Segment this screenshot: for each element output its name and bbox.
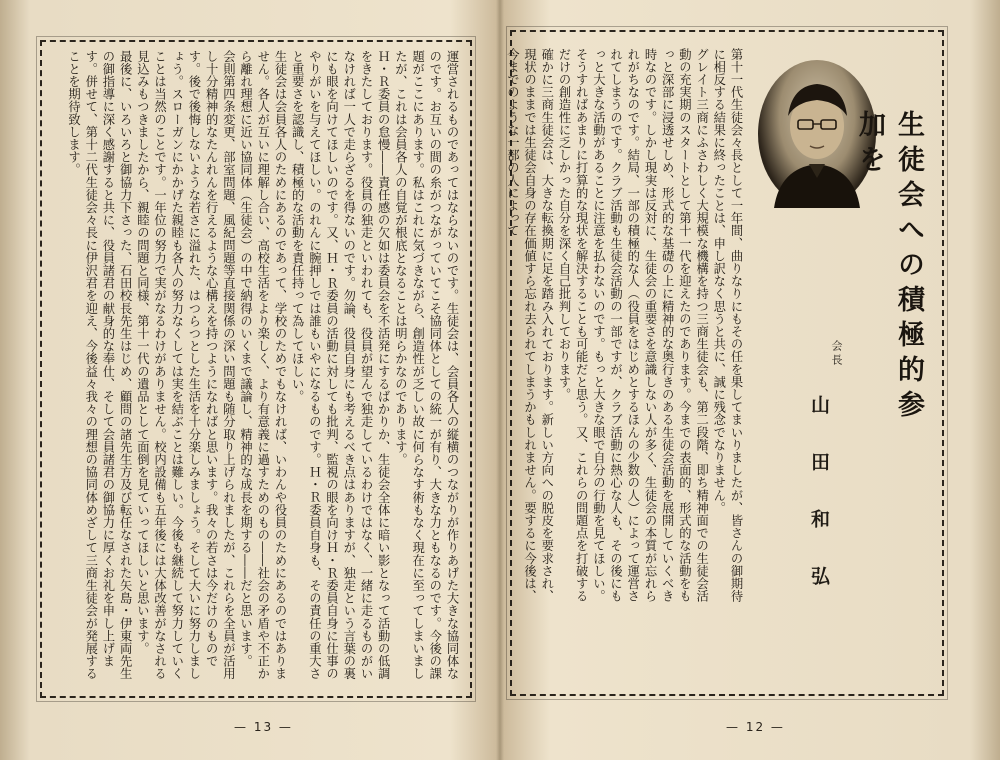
author-name: 山田和弘 bbox=[808, 395, 830, 623]
left-page-body-text: 運営されるものであってはならないのです。生徒会は、会員各人の縦横のつながりが作りあげた大きな協同体なのです。お互いの間の糸がつながっていてこそ協同体としての統一が有り、大きな力ともなるのです。今後の課題がここにあります。私はこれに気づきながら、創造性が乏しい故に何らなす術もなく現在に至ってしまいましたが、これは会員各人の自覚が根底となることは明らかなのであります。 Ｈ・Ｒ委員の怠慢――責任感の欠如は委員会を不活発にするばかりか、生徒会全体に暗い影となって活動の低調をきたしております。役員の独走といわれても、役員が望んで独走しているわけではなく、一緒に走るものがいなければ一人で走らざるを得ないのです。勿論、役員自身にも考えるべき点はありますが、独走という言葉の裏にも眼を向けてほしいのです。又、Ｈ・Ｒ委員の活動に対しても批判、監視の眼を向けＨ・Ｒ委員自身に仕事のやりがいを与えてほしい。のれんに腕押しでは誰もいやになるものです。Ｈ・Ｒ委員自身も、その責任の重大さと重要さを認識し、積極的な活動を責任持って為してほしい。 生徒会は会員各人のためにあるのであって、学校のためでもなければ、いわんや役員のためにあるのではありません。各人が互いに理解し合い、高校生活をより楽しく、より有意義に過すためのもの――社会の矛盾や不正から離れ理想に近い協同体（生徒会）の中で納得のいくまで議論し、精神的な成長を期する――だと思います。 会則第四条変更、部室問題、風紀問題等直接関係の深い問題も随分取り上げられましたが、これらを全員が活用し十分精神的なたんれんを行えるような心構えを持つようになればと思います。我々の若さは今だけのものです。後で後悔しないような若さに溢れた、はつらつとした生活を十分楽しみましょう。そして大いに努力しましょう。スローガンにかかげた親睦も各人の努力なくしては実を結ぶことは難しい。今後も継続して努力していくことは当然のことです。一年位の努力で実がなるわけがありません。校内設備も五年後には大体改善がなされる見込みもつきましたから、親睦の問題と同様、第十一代の遺品として面倒を見ていってほしいと思います。 最後に、いろいろと御協力下さった、石田校長先生はじめ、顧問の諸先生方及び転任なされた矢島・伊東両先生の御指導に深く感謝すると共に、役員諸君の献身的な奉仕、そして会員諸君の御協力に厚くお礼を申し上げます。併せて、第十二代生徒会々長に伊沢君を迎え、今後益々我々の理想の協同体めざして三商生徒会が発展することを期待致します。 bbox=[66, 50, 459, 680]
author-role: 会長 bbox=[830, 340, 843, 368]
right-page-body-text: 第十一代生徒会々長として一年間、曲りなりにもその任を果してまいりましたが、皆さんの御期待に相反する結果に終ったことは、申し訳なく思うと共に、誠に残念でなりません。 グレイト三商にふさわしく大規模な機構を持つ三商生徒会も、第二段階、即ち精神面での生徒会活動の充実期のスタートとして第十一代を迎えたのであります。今までの表面的、形式的な活動をもっと深部に浸透せしめ、形式的な基礎の上に精神的な奥行きのある生徒会活動を展開していくべき時なのです。しかし現実は反対に、生徒会の重要さを意識しない人が多く、生徒会の本質が忘れられがちなのです。結局、一部の積極的な人（役員をはじめとするほんの少数の人）によって運営されてしまうのです。クラブ活動も生徒会活動の一部ですが、クラブ活動に熱心な人も、その後にもっと大きな活動があることに注意を払わないのです。もっと大きな眼で自分の行動を見てほしい。そうすればあまりに打算的な現状を解決することも可能だと思う。又、これらの問題点を打破するだけの創造性に乏しかった自分を深く自己批判しております。 確かに三商生徒会は、大きな転換期に足を踏み入れております。新しい方向への脱皮を要求され、現状のままでは生徒会自身の存在価値すら忘れ去られてしまうかもしれません。要するに今後は、今までのような一部の人によって bbox=[505, 48, 743, 603]
right-page bbox=[500, 0, 1000, 760]
article-title: 生徒会への積極的参加を bbox=[854, 110, 924, 425]
page-number: — 12 — bbox=[726, 720, 785, 734]
page-number: — 13 — bbox=[234, 720, 293, 734]
